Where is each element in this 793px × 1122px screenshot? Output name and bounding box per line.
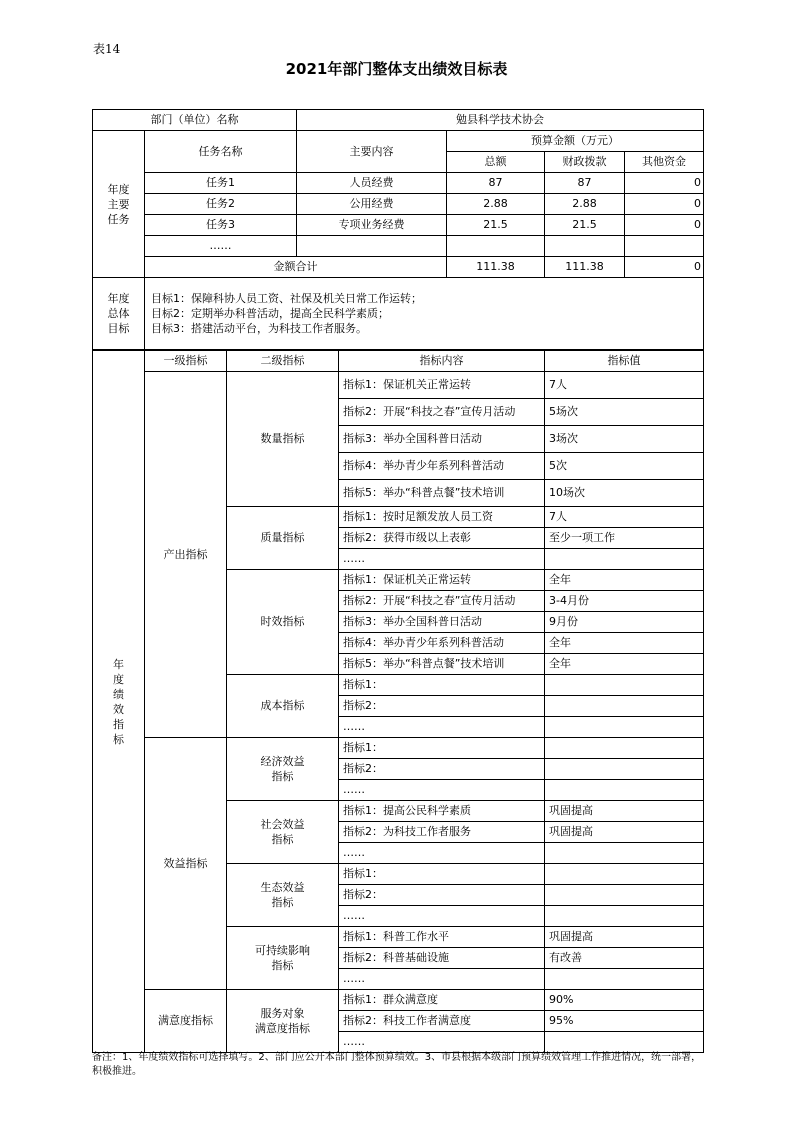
- task-name: 任务1: [145, 173, 297, 194]
- indicator-value: [545, 864, 704, 885]
- task-other: 0: [625, 194, 704, 215]
- indicator-content: ……: [339, 1032, 545, 1053]
- task-total: 2.88: [447, 194, 545, 215]
- indicator-content: ……: [339, 906, 545, 927]
- indicator-value: 巩固提高: [545, 927, 704, 948]
- total-header: 总额: [447, 152, 545, 173]
- other-header: 其他资金: [625, 152, 704, 173]
- level1-header: 一级指标: [145, 351, 227, 372]
- indicator-value: 5次: [545, 453, 704, 480]
- indicator-content: 指标1：: [339, 738, 545, 759]
- eco-indicators-label: 生态效益 指标: [227, 864, 339, 927]
- indicator-content: 指标1：: [339, 864, 545, 885]
- indicator-content: ……: [339, 843, 545, 864]
- indicator-content: 指标1：按时足额发放人员工资: [339, 507, 545, 528]
- economic-indicators-label: 经济效益 指标: [227, 738, 339, 801]
- indicator-value: 全年: [545, 570, 704, 591]
- goals-side-label: 年度 总体 目标: [93, 278, 145, 350]
- task-content-header: 主要内容: [297, 131, 447, 173]
- sustain-indicators-label: 可持续影响 指标: [227, 927, 339, 990]
- table-number: 表14: [93, 42, 121, 56]
- indicator-value: 巩固提高: [545, 822, 704, 843]
- indicator-value: [545, 675, 704, 696]
- social-indicators-label: 社会效益 指标: [227, 801, 339, 864]
- time-indicators-label: 时效指标: [227, 570, 339, 675]
- indicator-value: 3-4月份: [545, 591, 704, 612]
- task-fiscal: 2.88: [545, 194, 625, 215]
- task-content: 专项业务经费: [297, 215, 447, 236]
- indicator-value: [545, 969, 704, 990]
- indicator-content: ……: [339, 717, 545, 738]
- indicator-content: 指标1：科普工作水平: [339, 927, 545, 948]
- indicator-content: 指标2：获得市级以上表彰: [339, 528, 545, 549]
- indicator-value: [545, 843, 704, 864]
- indicator-value: [545, 759, 704, 780]
- dept-name: 勉县科学技术协会: [297, 110, 704, 131]
- indicator-content: ……: [339, 780, 545, 801]
- indicator-value: [545, 780, 704, 801]
- tasks-table: [92, 109, 704, 350]
- indicator-content: 指标4：举办青少年系列科普活动: [339, 633, 545, 654]
- indicator-value: 10场次: [545, 480, 704, 507]
- indicator-content: 指标1：保证机关正常运转: [339, 372, 545, 399]
- task-name: ……: [145, 236, 297, 257]
- task-content: 人员经费: [297, 173, 447, 194]
- indicator-value: 95%: [545, 1011, 704, 1032]
- indicator-content: ……: [339, 969, 545, 990]
- indicator-content: 指标1：保证机关正常运转: [339, 570, 545, 591]
- output-indicators-label: 产出指标: [145, 372, 227, 738]
- task-content: [297, 236, 447, 257]
- overall-goals: [145, 278, 704, 350]
- indicator-content: 指标4：举办青少年系列科普活动: [339, 453, 545, 480]
- indicator-value: 9月份: [545, 612, 704, 633]
- indicator-content: 指标2：开展“科技之春”宣传月活动: [339, 591, 545, 612]
- indicator-value: [545, 738, 704, 759]
- sum-fiscal: 111.38: [545, 257, 625, 278]
- indicator-value: [545, 696, 704, 717]
- indicator-value: [545, 717, 704, 738]
- indicator-content: 指标2：科普基础设施: [339, 948, 545, 969]
- indicator-value: [545, 906, 704, 927]
- level2-header: 二级指标: [227, 351, 339, 372]
- indicator-content: 指标2：: [339, 759, 545, 780]
- quantity-indicators-label: 数量指标: [227, 372, 339, 507]
- task-name-header: 任务名称: [145, 131, 297, 173]
- indicator-content: 指标2：: [339, 696, 545, 717]
- benefit-indicators-label: 效益指标: [145, 738, 227, 990]
- indicator-value: 7人: [545, 372, 704, 399]
- content-header: 指标内容: [339, 351, 545, 372]
- quality-indicators-label: 质量指标: [227, 507, 339, 570]
- indicator-content: ……: [339, 549, 545, 570]
- indicator-content: 指标1：群众满意度: [339, 990, 545, 1011]
- indicator-value: 全年: [545, 654, 704, 675]
- footnote: 备注：1、年度绩效指标可选择填写。2、部门应公开本部门整体预算绩效。3、市县根据本级部门预算绩效管理工作推进情况，统一部署，积极推进。: [92, 1052, 702, 1077]
- indicator-value: [545, 549, 704, 570]
- goal-line: 目标1：保障科协人员工资、社保及机关日常工作运转；: [151, 292, 422, 305]
- indicator-content: 指标5：举办“科普点餐”技术培训: [339, 480, 545, 507]
- fiscal-header: 财政拨款: [545, 152, 625, 173]
- indicator-value: 全年: [545, 633, 704, 654]
- task-content: 公用经费: [297, 194, 447, 215]
- tasks-side-label: 年度 主要 任务: [93, 131, 145, 278]
- indicators-side-label: 年 度 绩 效 指 标: [93, 351, 145, 1053]
- task-other: 0: [625, 173, 704, 194]
- task-total: [447, 236, 545, 257]
- goal-line: 目标2：定期举办科普活动，提高全民科学素质；: [151, 307, 389, 320]
- task-fiscal: 87: [545, 173, 625, 194]
- satisfaction-indicators-label: 满意度指标: [145, 990, 227, 1053]
- indicator-content: 指标2：为科技工作者服务: [339, 822, 545, 843]
- task-fiscal: [545, 236, 625, 257]
- task-fiscal: 21.5: [545, 215, 625, 236]
- page-title: 2021年部门整体支出绩效目标表: [285, 60, 508, 78]
- indicator-content: 指标5：举办“科普点餐”技术培训: [339, 654, 545, 675]
- sum-label: 金额合计: [145, 257, 447, 278]
- sum-other: 0: [625, 257, 704, 278]
- indicator-content: 指标2：科技工作者满意度: [339, 1011, 545, 1032]
- indicator-value: 3场次: [545, 426, 704, 453]
- value-header: 指标值: [545, 351, 704, 372]
- indicators-table: [92, 350, 704, 1053]
- indicator-content: 指标3：举办全国科普日活动: [339, 612, 545, 633]
- indicator-content: 指标3：举办全国科普日活动: [339, 426, 545, 453]
- sum-row: [93, 257, 704, 278]
- task-other: [625, 236, 704, 257]
- task-name: 任务3: [145, 215, 297, 236]
- budget-header: 预算金额（万元）: [447, 131, 704, 152]
- sum-total: 111.38: [447, 257, 545, 278]
- indicator-value: 至少一项工作: [545, 528, 704, 549]
- cost-indicators-label: 成本指标: [227, 675, 339, 738]
- indicator-value: [545, 885, 704, 906]
- task-total: 87: [447, 173, 545, 194]
- goal-line: 目标3：搭建活动平台，为科技工作者服务。: [151, 322, 367, 335]
- indicator-value: 巩固提高: [545, 801, 704, 822]
- indicator-value: [545, 1032, 704, 1053]
- task-name: 任务2: [145, 194, 297, 215]
- indicator-content: 指标2：: [339, 885, 545, 906]
- task-other: 0: [625, 215, 704, 236]
- indicator-value: 90%: [545, 990, 704, 1011]
- indicator-content: 指标1：: [339, 675, 545, 696]
- table-row: [93, 194, 704, 215]
- indicator-value: 有改善: [545, 948, 704, 969]
- indicator-value: 5场次: [545, 399, 704, 426]
- dept-label: 部门（单位）名称: [93, 110, 297, 131]
- indicator-content: 指标1：提高公民科学素质: [339, 801, 545, 822]
- service-satisfaction-label: 服务对象 满意度指标: [227, 990, 339, 1053]
- table-row: [93, 215, 704, 236]
- indicator-content: 指标2：开展“科技之春”宣传月活动: [339, 399, 545, 426]
- table-row: [93, 236, 704, 257]
- task-total: 21.5: [447, 215, 545, 236]
- indicator-value: 7人: [545, 507, 704, 528]
- table-row: [93, 173, 704, 194]
